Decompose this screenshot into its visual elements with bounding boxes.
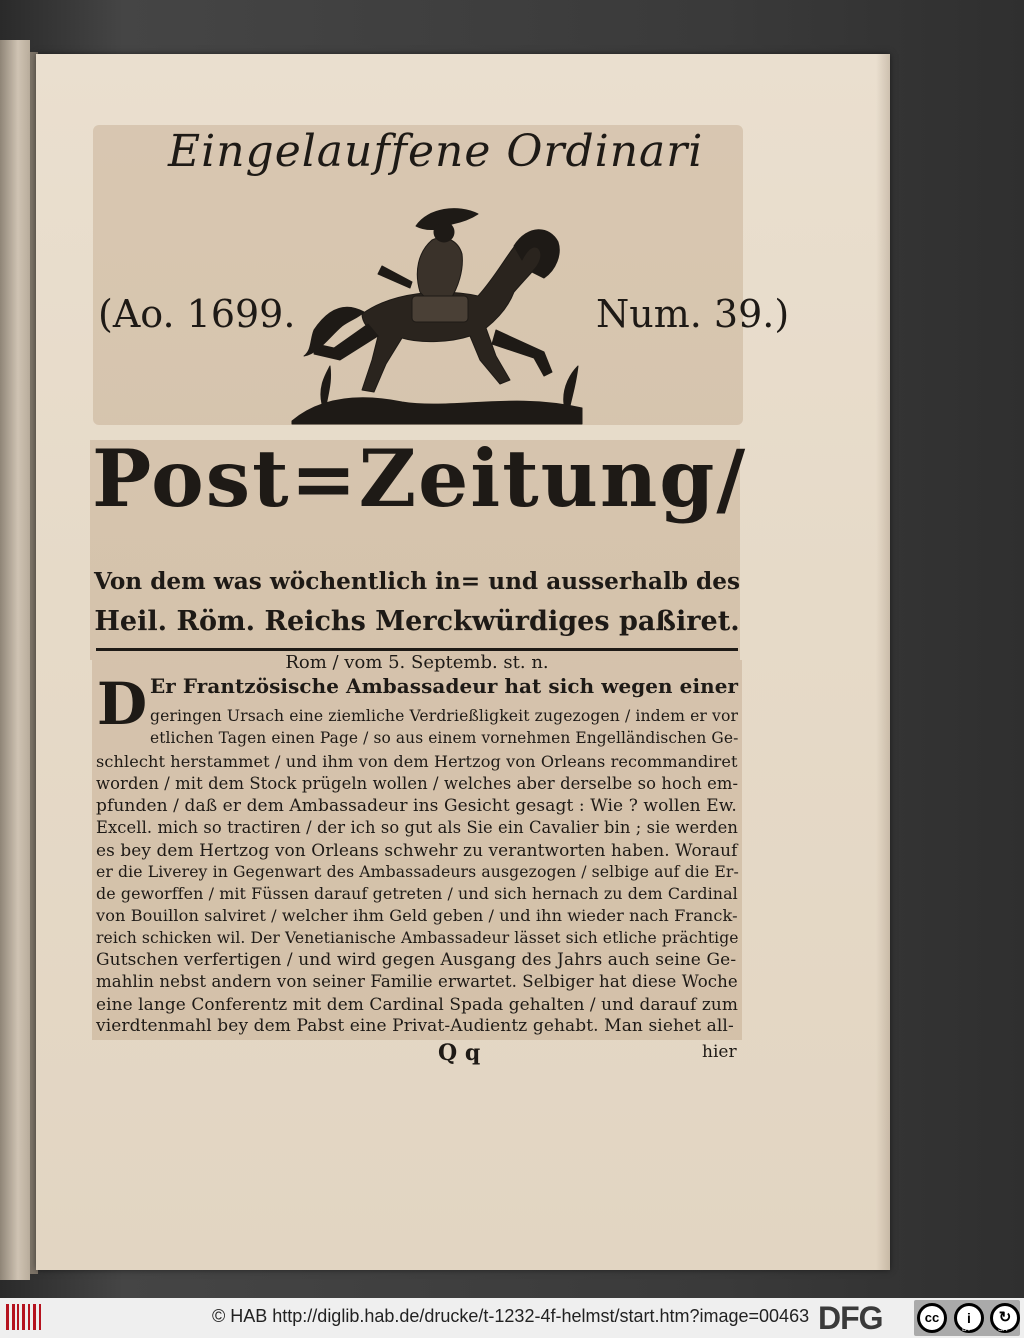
article-line: geringen Ursach eine ziemliche Verdrießligkeit zugezogen / indem er vor xyxy=(150,707,739,725)
drop-cap: D xyxy=(96,670,148,738)
article-line: schlecht herstammet / und ihm von dem Hertzog von Orleans recommandiret xyxy=(96,752,738,771)
article-line: mahlin nebst andern von seiner Familie erwartet. Selbiger hat diese Woche xyxy=(96,972,738,991)
share-alike-icon: ↻ xyxy=(990,1303,1020,1333)
masthead-subtitle-line2: Heil. Röm. Reichs Merckwürdiges paßiret. xyxy=(94,606,740,637)
article-line: er die Liverey in Gegenwart des Ambassadeurs ausgezogen / selbige auf die Er- xyxy=(96,862,739,881)
by-label: BY xyxy=(962,1326,972,1333)
article-line: de geworffen / mit Füssen darauf getreten / und sich hernach zu dem Cardinal xyxy=(96,884,738,903)
cc-by-sa-icon[interactable] xyxy=(914,1300,1020,1336)
barcode-icon xyxy=(6,1304,42,1330)
masthead-subtitle-line1: Von dem was wöchentlich in= und ausserhalb des xyxy=(94,568,741,595)
article-line: reich schicken wil. Der Venetianische Ambassadeur lässet sich etliche prächtige xyxy=(96,929,739,947)
post-rider-woodcut-icon xyxy=(282,196,592,428)
article-line: von Bouillon salviret / welcher ihm Geld geben / und ihn wieder nach Franck- xyxy=(96,906,738,925)
header-rule xyxy=(96,648,738,651)
issue-year: (Ao. 1699. xyxy=(98,292,296,336)
article-dateline: Rom / vom 5. Septemb. st. n. xyxy=(285,652,549,673)
issue-number: Num. 39.) xyxy=(596,292,790,336)
article-line: es bey dem Hertzog von Orleans schwehr zu verantworten haben. Worauf xyxy=(96,840,738,860)
previous-page-edge xyxy=(0,40,30,1280)
catchword: hier xyxy=(702,1042,737,1062)
dfg-logo: DFG xyxy=(818,1300,883,1336)
article-line: Excell. mich so tractiren / der ich so gut als Sie ein Cavalier bin ; sie werden xyxy=(96,818,738,837)
article-line: worden / mit dem Stock prügeln wollen / welches aber derselbe so hoch em- xyxy=(96,774,739,793)
article-line: eine lange Conferentz mit dem Cardinal Spada gehalten / und darauf zum xyxy=(96,994,738,1014)
masthead-top-title: Eingelauffene Ordinari xyxy=(168,126,704,177)
copyright-link[interactable]: © HAB http://diglib.hab.de/drucke/t-1232-4f-helmst/start.htm?image=00463 xyxy=(212,1306,810,1326)
article-line: vierdtenmahl bey dem Pabst eine Privat-Audientz gehabt. Man siehet all- xyxy=(96,1016,734,1036)
article-line: pfunden / daß er dem Ambassadeur ins Gesicht gesagt : Wie ? wollen Ew. xyxy=(96,796,737,816)
sa-label: SA xyxy=(998,1326,1008,1333)
article-line: Er Frantzösische Ambassadeur hat sich wegen einer xyxy=(150,674,739,698)
article-line: etlichen Tagen einen Page / so aus einem vornehmen Engelländischen Ge- xyxy=(150,729,739,747)
person-icon: i xyxy=(954,1303,984,1333)
article-line: Gutschen verfertigen / und wird gegen Ausgang des Jahrs auch seine Ge- xyxy=(96,950,737,970)
cc-label: cc xyxy=(917,1303,947,1333)
masthead-title: Post=Zeitung/ xyxy=(92,432,748,525)
signature-mark: Q q xyxy=(438,1040,481,1066)
